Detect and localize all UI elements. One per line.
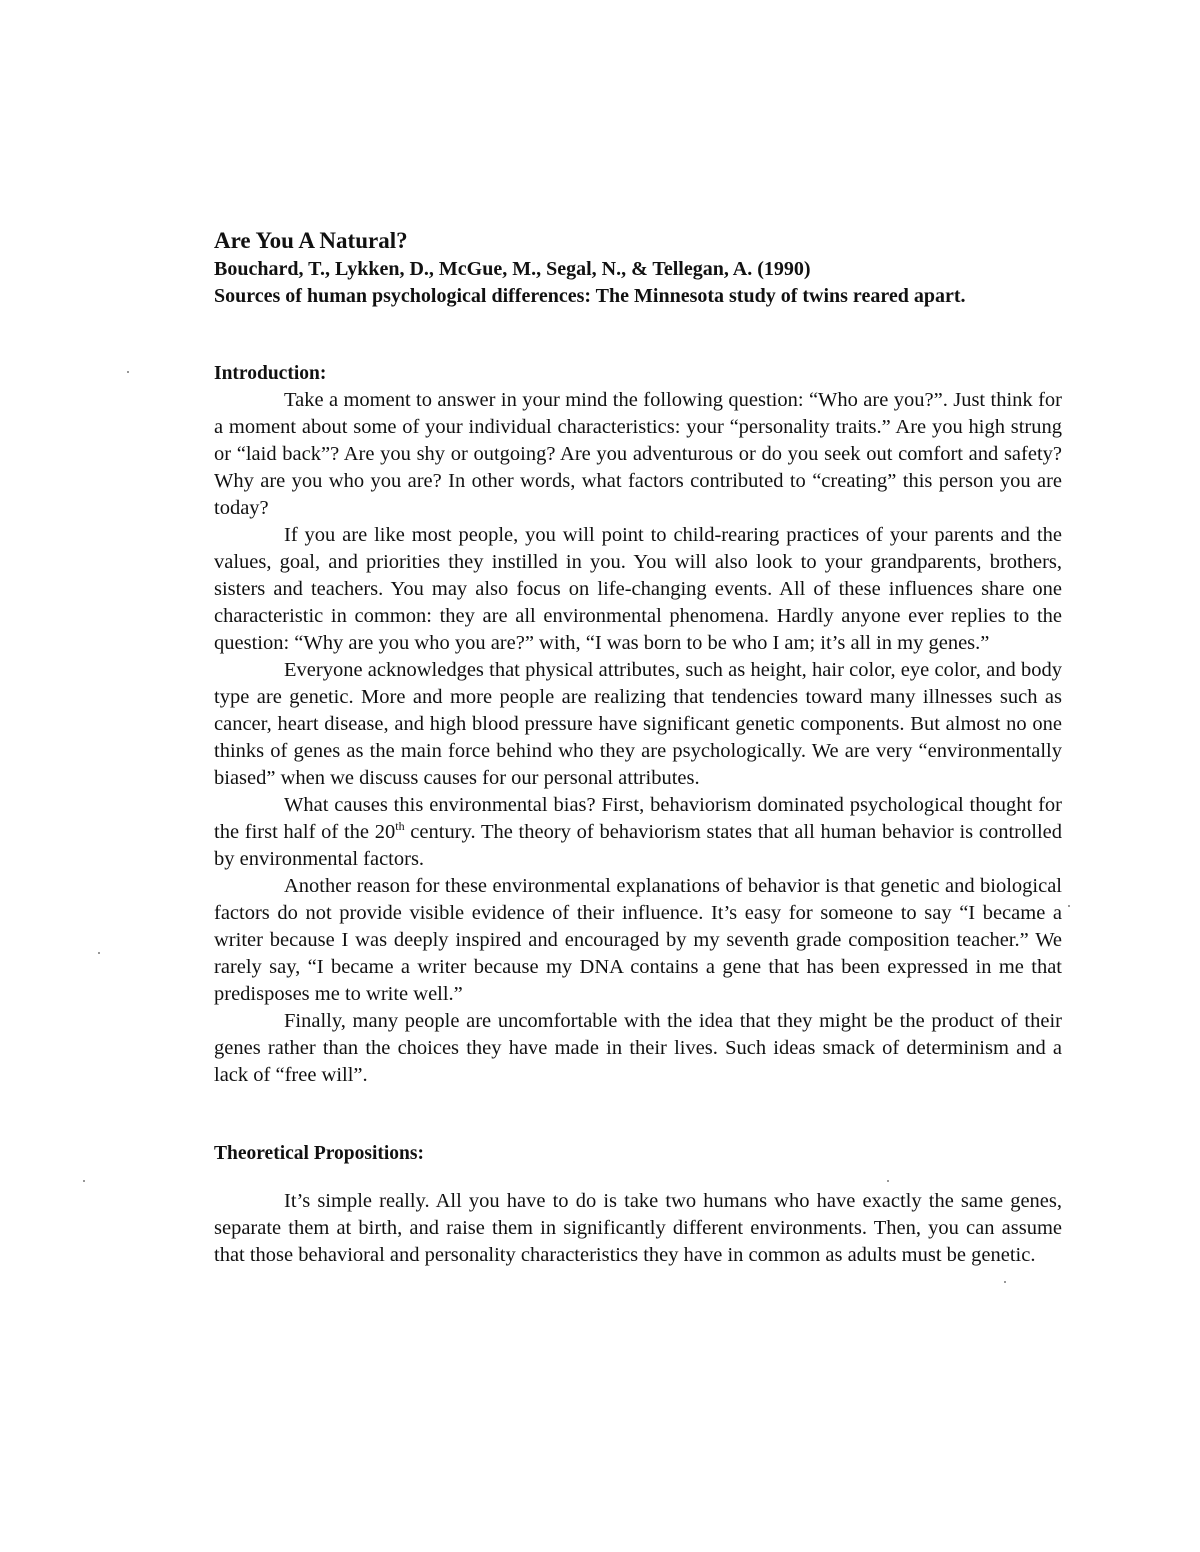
introduction-paragraph-5: Another reason for these environmental explanations of behavior is that genetic and biological factors do not provide visible evidence of their influence. It’s easy for someone to say “I became a writer because I was deeply inspired and encouraged by my seventh grade composition teacher.” We rarely say, “I became a writer because my DNA contains a gene that has been expressed in me that predisposes me to write well.” <box>214 875 1062 1005</box>
scan-speck <box>1068 905 1070 907</box>
scan-speck <box>83 1180 85 1182</box>
scan-speck <box>887 1180 889 1182</box>
scan-speck <box>127 371 129 373</box>
theoretical-propositions-heading: Theoretical Propositions: <box>214 1143 424 1164</box>
document-page <box>214 226 1062 1269</box>
citation-authors: Bouchard, T., Lykken, D., McGue, M., Segal, N., & Tellegan, A. (1990) <box>214 258 811 280</box>
citation-title: Sources of human psychological differences: The Minnesota study of twins reared apart. <box>214 285 966 307</box>
paragraph-4-text-start: What causes this environmental bias? First, behaviorism dominated psychological thought for the first half of the 20 <box>214 794 1062 843</box>
theoretical-paragraph-1: It’s simple really. All you have to do is take two humans who have exactly the same genes, separate them at birth, and raise them in significantly different environments. Then, you can assume that those behavioral and personality characteristics they have in common as adults must be genetic. <box>214 1190 1062 1266</box>
paragraph-4-text-end: century. The theory of behaviorism states that all human behavior is controlled by environmental factors. <box>214 821 1063 870</box>
introduction-paragraph-3: Everyone acknowledges that physical attributes, such as height, hair color, eye color, and body type are genetic. More and more people are realizing that tendencies toward many illnesses such as cancer, heart disease, and high blood pressure have significant genetic components. But almost no one thinks of genes as the main force behind who they are psychologically. We are very “environmentally biased” when we discuss causes for our personal attributes. <box>214 659 1062 789</box>
ordinal-superscript: th <box>395 819 405 834</box>
introduction-paragraph-1: Take a moment to answer in your mind the following question: “Who are you?”. Just think for a moment about some of your individual characteristics: your “personality traits.” Are you high strung or “laid back”? Are you shy or outgoing? Are you adventurous or do you seek out comfort and safety? Why are you who you are? In other words, what factors contributed to “creating” this person you are today? <box>214 389 1062 519</box>
document-title: Are You A Natural? <box>214 228 408 253</box>
scan-speck <box>1004 1281 1006 1283</box>
introduction-heading: Introduction: <box>214 363 327 384</box>
introduction-paragraph-4 <box>214 792 1062 873</box>
introduction-paragraph-6: Finally, many people are uncomfortable with the idea that they might be the product of their genes rather than the choices they have made in their lives. Such ideas smack of determinism and a lack of “free will”. <box>214 1010 1062 1086</box>
scan-speck <box>98 952 100 954</box>
introduction-paragraph-2: If you are like most people, you will point to child-rearing practices of your parents and the values, goal, and priorities they instilled in you. You will also look to your grandparents, brothers, sisters and teachers. You may also focus on life-changing events. All of these influences share one characteristic in common: they are all environmental phenomena. Hardly anyone ever replies to the question: “Why are you who you are?” with, “I was born to be who I am; it’s all in my genes.” <box>214 524 1062 654</box>
